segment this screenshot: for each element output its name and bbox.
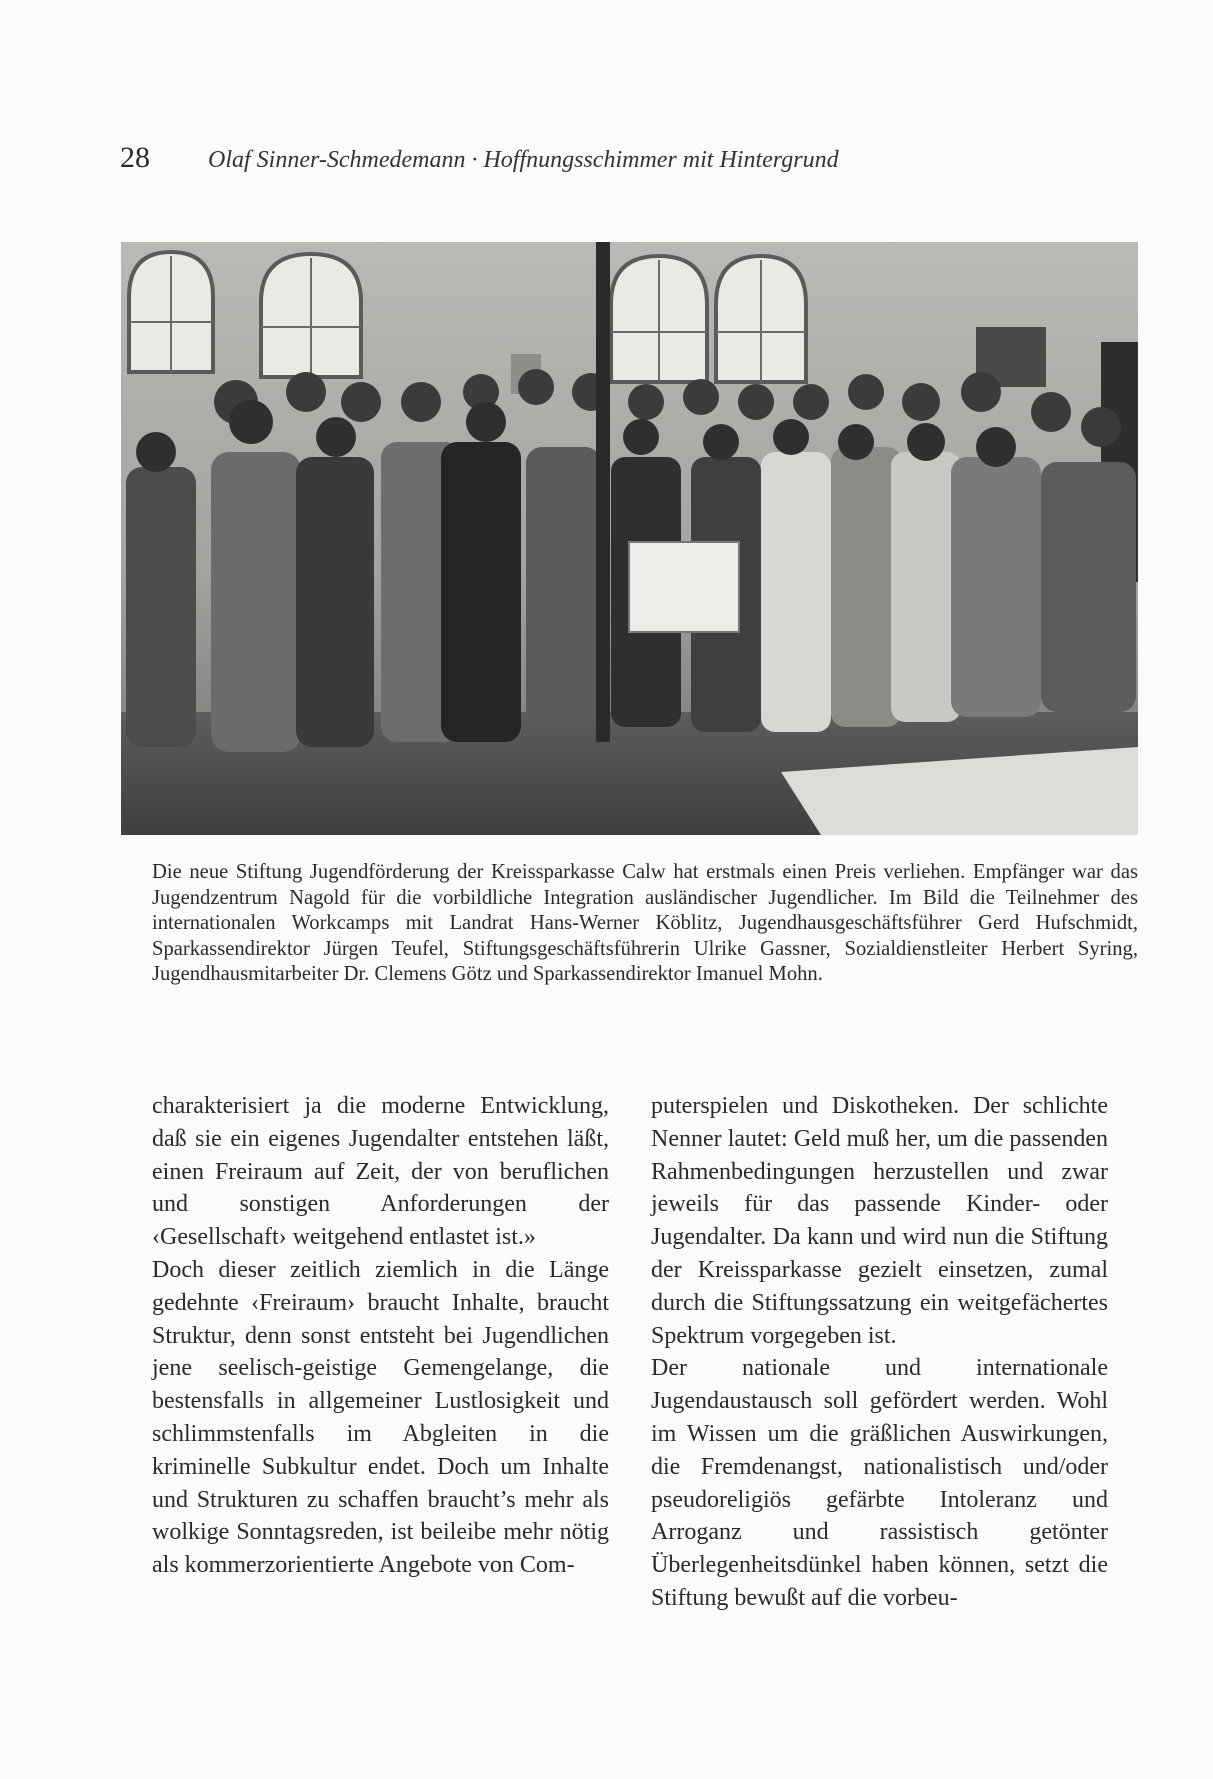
page-header [120, 138, 1120, 178]
text-column-right [651, 1090, 1108, 1615]
photo-caption [152, 860, 1138, 988]
paragraph: Doch dieser zeitlich ziemlich in die Länge gedehnte ‹Freiraum› braucht Inhalte, braucht Struktur, denn sonst entsteht bei Jugendlichen jene seelisch-geistige Gemengelange, die bestensfalls in allgemeiner Lustlosigkeit und schlimmstenfalls im Abgleiten in die kriminelle Subkultur endet. Doch um Inhalte und Strukturen zu schaffen braucht’s mehr als wolkige Sonntagsreden, ist beileibe mehr nötig als kommerzorientierte Angebote von Com- [152, 1256, 609, 1579]
text-column-left [152, 1090, 609, 1582]
paragraph: puterspielen und Diskotheken. Der schlichte Nenner lautet: Geld muß her, um die passenden Rahmenbedingungen herzustellen und zwar jeweils für das passende Kinder- oder Jugendalter. Da kann und wird nun die Stiftung der Kreissparkasse gezielt einsetzen, zumal durch die Stiftungssatzung ein weitgefächertes Spektrum vorgegeben ist. [651, 1093, 1108, 1349]
group-photo [121, 242, 1138, 835]
page-number: 28 [120, 141, 150, 174]
paragraph: charakterisiert ja die moderne Entwicklung, daß sie ein eigenes Jugendalter entstehen läßt, einen Freiraum auf Zeit, der von beruflichen und sonstigen Anforderungen der ‹Gesellschaft› weitgehend entlastet ist.» [152, 1093, 609, 1251]
group-photo-image [121, 242, 1138, 835]
paragraph: Der nationale und internationale Jugendaustausch soll gefördert werden. Wohl im Wissen um die gräßlichen Auswirkungen, die Fremdenangst, nationalistisch und/oder pseudoreligiös gefärbte Intoleranz und Arroganz und rassistisch getönter Überlegenheitsdünkel haben können, setzt die Stiftung bewußt auf die vorbeu- [651, 1355, 1108, 1611]
running-head: Olaf Sinner-Schmedemann · Hoffnungsschimmer mit Hintergrund [208, 147, 839, 173]
caption-text: Die neue Stiftung Jugendförderung der Kreissparkasse Calw hat erstmals einen Preis verliehen. Empfänger war das Jugendzentrum Nagold für die vorbildliche Integration ausländischer Jugendlicher. Im Bild die Teilnehmer des internationalen Workcamps mit Landrat Hans-Werner Köblitz, Jugendhausgeschäftsführer Gerd Hufschmidt, Sparkassendirektor Jürgen Teufel, Stiftungsgeschäftsführerin Ulrike Gassner, Sozialdienstleiter Herbert Syring, Jugendhausmitarbeiter Dr. Clemens Götz und Sparkassendirektor Imanuel Mohn. [152, 861, 1138, 985]
